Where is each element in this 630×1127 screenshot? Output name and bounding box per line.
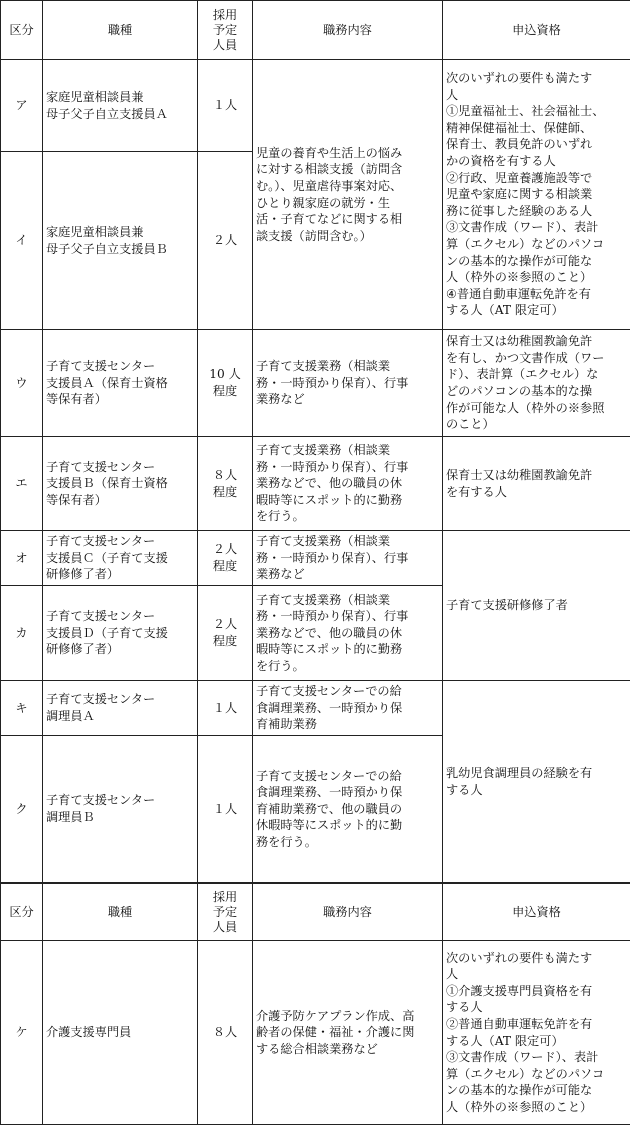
ninzu-cell: ８人 程度 [198,437,253,531]
shokushu-cell: 子育て支援センター 調理員Ａ [43,681,198,736]
kubun-cell: キ [1,681,43,736]
recruitment-table-2 [0,883,630,1125]
shokushu-cell: 介護支援専門員 [43,941,198,1125]
ninzu-cell: ２人 程度 [198,531,253,586]
shikaku-cell: 保育士又は幼稚園教諭免許 を有し、かつ文書作成（ワー ド）、表計算（エクセル）な どのパソコンの基本的な操 作が可能な人（枠外の※参照 のこと） [443,330,630,437]
kubun-cell: オ [1,531,43,586]
header-shokushu: 職種 [43,1,198,60]
header-row [1,1,630,60]
table-row [1,437,630,531]
header-kubun: 区分 [1,1,43,60]
table-row [1,60,630,152]
ninzu-cell: ２人 程度 [198,586,253,681]
shikaku-cell: 子育て支援研修修了者 [443,531,630,681]
ninzu-cell: 10 人 程度 [198,330,253,437]
shikaku-cell: 次のいずれの要件も満たす 人 ①児童福祉士、社会福祉士、 精神保健福祉士、保健師、 保育士、教員免許のいずれ かの資格を有する人 ②行政、児童養護施設等で 児童や家庭に関する相談業 務に従事した経験のある人 ③文書作成（ワード）、表計 算（エクセル）などのパソコ ンの基本的な操作が可能な 人（枠外の※参照のこと） ④普通自動車運転免許を有 する人（AT 限定可） [443,60,630,330]
ninzu-cell: １人 [198,681,253,736]
kubun-cell: カ [1,586,43,681]
table-row [1,941,630,1125]
shokushu-cell: 子育て支援センター 支援員Ｃ（子育て支援 研修修了者） [43,531,198,586]
naiyo-cell: 子育て支援業務（相談業 務・一時預かり保育）、行事 業務など [253,531,443,586]
kubun-cell: エ [1,437,43,531]
table-row [1,330,630,437]
shikaku-cell: 次のいずれの要件も満たす 人 ①介護支援専門員資格を有 する人 ②普通自動車運転免許を有 する人（AT 限定可） ③文書作成（ワード）、表計 算（エクセル）などのパソコ ンの基本的な操作が可能な 人（枠外の※参照のこと） [443,941,630,1125]
header-naiyo: 職務内容 [253,884,443,941]
table-row [1,681,630,736]
shokushu-cell: 子育て支援センター 支援員Ａ（保育士資格 等保有者） [43,330,198,437]
shokushu-cell: 子育て支援センター 支援員Ｂ（保育士資格 等保有者） [43,437,198,531]
naiyo-cell: 子育て支援業務（相談業 務・一時預かり保育）、行事 業務などで、他の職員の休 暇時等にスポット的に勤務 を行う。 [253,437,443,531]
kubun-cell: ア [1,60,43,152]
header-shikaku: 申込資格 [443,1,630,60]
kubun-cell: イ [1,152,43,330]
kubun-cell: ウ [1,330,43,437]
header-shikaku: 申込資格 [443,884,630,941]
naiyo-cell: 児童の養育や生活上の悩み に対する相談支援（訪問含 む。）、児童虐待事案対応、 ひとり親家庭の就労・生 活・子育てなどに関する相 談支援（訪問含む。） [253,60,443,330]
naiyo-cell: 子育て支援業務（相談業 務・一時預かり保育）、行事 業務などで、他の職員の休 暇時等にスポット的に勤務 を行う。 [253,586,443,681]
header-saiyo: 採用 予定 人員 [198,884,253,941]
header-naiyo: 職務内容 [253,1,443,60]
header-saiyo: 採用 予定 人員 [198,1,253,60]
table-row [1,531,630,586]
ninzu-cell: ８人 [198,941,253,1125]
naiyo-cell: 子育て支援センターでの給 食調理業務、一時預かり保 育補助業務で、他の職員の 休暇時等にスポット的に勤 務を行う。 [253,736,443,883]
ninzu-cell: １人 [198,60,253,152]
naiyo-cell: 子育て支援業務（相談業 務・一時預かり保育）、行事 業務など [253,330,443,437]
ninzu-cell: ２人 [198,152,253,330]
header-row [1,884,630,941]
shokushu-cell: 家庭児童相談員兼 母子父子自立支援員Ｂ [43,152,198,330]
header-shokushu: 職種 [43,884,198,941]
shokushu-cell: 家庭児童相談員兼 母子父子自立支援員Ａ [43,60,198,152]
naiyo-cell: 介護予防ケアプラン作成、高 齢者の保健・福祉・介護に関 する総合相談業務など [253,941,443,1125]
shokushu-cell: 子育て支援センター 支援員Ｄ（子育て支援 研修修了者） [43,586,198,681]
header-kubun: 区分 [1,884,43,941]
shokushu-cell: 子育て支援センター 調理員Ｂ [43,736,198,883]
kubun-cell: ケ [1,941,43,1125]
ninzu-cell: １人 [198,736,253,883]
shikaku-cell: 乳幼児食調理員の経験を有 する人 [443,681,630,883]
naiyo-cell: 子育て支援センターでの給 食調理業務、一時預かり保 育補助業務 [253,681,443,736]
kubun-cell: ク [1,736,43,883]
shikaku-cell: 保育士又は幼稚園教諭免許 を有する人 [443,437,630,531]
